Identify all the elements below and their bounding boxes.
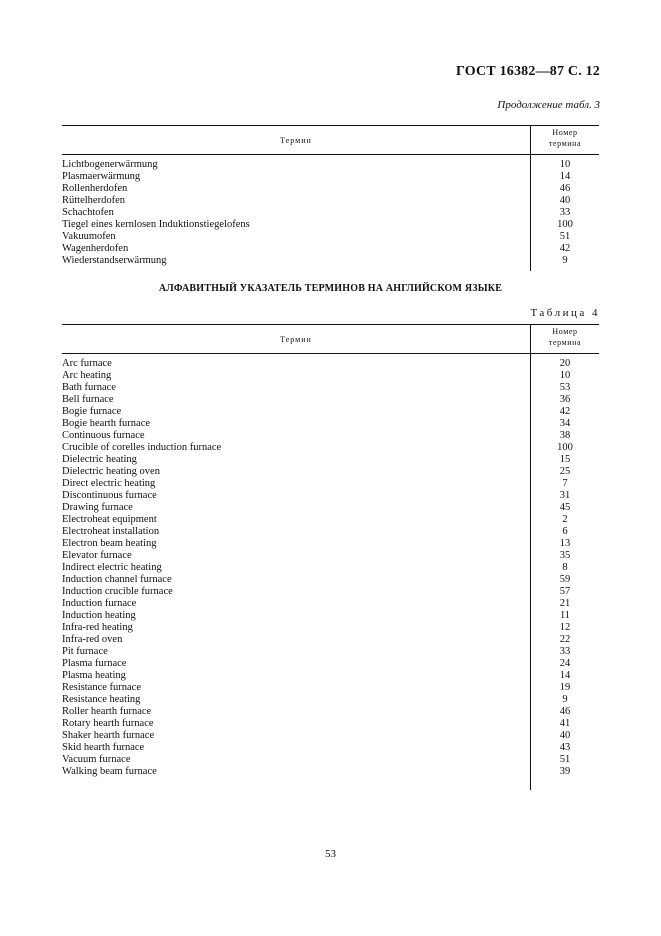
table-4-header bbox=[62, 324, 599, 354]
table-row bbox=[62, 382, 599, 394]
term-number-cell: 45 bbox=[559, 502, 571, 513]
term-number-cell: 31 bbox=[559, 490, 571, 501]
table-row bbox=[62, 243, 599, 255]
term-cell: Electroheat equipment bbox=[62, 514, 157, 525]
term-cell: Infra-red heating bbox=[62, 622, 133, 633]
term-number-cell: 20 bbox=[559, 358, 571, 369]
column-header-term: Термин bbox=[280, 334, 312, 344]
page-header: ГОСТ 16382—87 С. 12 bbox=[456, 64, 600, 79]
term-number-cell: 22 bbox=[559, 634, 571, 645]
term-number-cell: 10 bbox=[559, 370, 571, 381]
term-cell: Pit furnace bbox=[62, 646, 108, 657]
table-row bbox=[62, 490, 599, 502]
table-row bbox=[62, 682, 599, 694]
term-cell: Lichtbogenerwärmung bbox=[62, 159, 158, 170]
term-number-cell: 10 bbox=[559, 159, 571, 170]
table-row bbox=[62, 706, 599, 718]
term-cell: Rüttelherdofen bbox=[62, 195, 125, 206]
term-cell: Skid hearth furnace bbox=[62, 742, 145, 753]
term-number-cell: 19 bbox=[559, 682, 571, 693]
table-row bbox=[62, 574, 599, 586]
term-number-cell: 38 bbox=[559, 430, 571, 441]
table-row bbox=[62, 514, 599, 526]
page-number: 53 bbox=[325, 848, 336, 860]
table-row bbox=[62, 231, 599, 243]
term-cell: Infra-red oven bbox=[62, 634, 123, 645]
term-number-cell: 14 bbox=[559, 171, 571, 182]
term-number-cell: 6 bbox=[562, 526, 568, 537]
term-cell: Resistance heating bbox=[62, 694, 141, 705]
term-cell: Plasma furnace bbox=[62, 658, 127, 669]
term-number-cell: 9 bbox=[562, 255, 568, 266]
term-cell: Induction crucible furnace bbox=[62, 586, 173, 597]
table-row bbox=[62, 562, 599, 574]
term-cell: Discontinuous furnace bbox=[62, 490, 157, 501]
term-cell: Shaker hearth furnace bbox=[62, 730, 155, 741]
table-row bbox=[62, 694, 599, 706]
term-number-cell: 35 bbox=[559, 550, 571, 561]
column-divider bbox=[530, 126, 531, 154]
column-divider bbox=[530, 325, 531, 353]
term-number-cell: 13 bbox=[559, 538, 571, 549]
term-number-cell: 34 bbox=[559, 418, 571, 429]
table-row bbox=[62, 526, 599, 538]
table-row bbox=[62, 183, 599, 195]
term-number-cell: 41 bbox=[559, 718, 571, 729]
term-number-cell: 40 bbox=[559, 730, 571, 741]
table-row bbox=[62, 658, 599, 670]
column-header-number-line1: Номер bbox=[552, 327, 578, 336]
table-row bbox=[62, 754, 599, 766]
term-number-cell: 100 bbox=[557, 219, 573, 230]
table-row bbox=[62, 454, 599, 466]
table-row bbox=[62, 610, 599, 622]
term-cell: Wagenherdofen bbox=[62, 243, 129, 254]
term-number-cell: 59 bbox=[559, 574, 571, 585]
term-cell: Schachtofen bbox=[62, 207, 114, 218]
table-row bbox=[62, 742, 599, 754]
column-header-term: Термин bbox=[280, 135, 312, 145]
term-number-cell: 11 bbox=[559, 610, 571, 621]
column-header-number-line1: Номер bbox=[552, 128, 578, 137]
term-number-cell: 15 bbox=[559, 454, 571, 465]
term-cell: Electron beam heating bbox=[62, 538, 157, 549]
term-number-cell: 9 bbox=[562, 694, 568, 705]
term-number-cell: 57 bbox=[559, 586, 571, 597]
term-cell: Drawing furnace bbox=[62, 502, 133, 513]
term-number-cell: 14 bbox=[559, 670, 571, 681]
table-4-label: Таблица 4 bbox=[530, 307, 600, 319]
table-row bbox=[62, 255, 599, 267]
term-cell: Bell furnace bbox=[62, 394, 114, 405]
table-row bbox=[62, 730, 599, 742]
term-number-cell: 7 bbox=[562, 478, 568, 489]
term-number-cell: 43 bbox=[559, 742, 571, 753]
term-number-cell: 39 bbox=[559, 766, 571, 777]
table-row bbox=[62, 550, 599, 562]
table-row bbox=[62, 646, 599, 658]
term-cell: Dielectric heating oven bbox=[62, 466, 160, 477]
term-number-cell: 42 bbox=[559, 406, 571, 417]
table-row bbox=[62, 159, 599, 171]
table-row bbox=[62, 418, 599, 430]
term-number-cell: 51 bbox=[559, 754, 571, 765]
term-number-cell: 53 bbox=[559, 382, 571, 393]
column-header-number bbox=[531, 127, 599, 155]
term-cell: Elevator furnace bbox=[62, 550, 132, 561]
table-4 bbox=[62, 324, 599, 778]
table-4-body bbox=[62, 354, 599, 778]
term-cell: Vacuum furnace bbox=[62, 754, 131, 765]
table-row bbox=[62, 586, 599, 598]
term-cell: Continuous furnace bbox=[62, 430, 145, 441]
term-number-cell: 2 bbox=[562, 514, 568, 525]
table-row bbox=[62, 370, 599, 382]
term-number-cell: 100 bbox=[557, 442, 573, 453]
column-header-number bbox=[531, 326, 599, 354]
term-cell: Plasma heating bbox=[62, 670, 126, 681]
term-cell: Bath furnace bbox=[62, 382, 116, 393]
table-row bbox=[62, 766, 599, 778]
term-number-cell: 33 bbox=[559, 646, 571, 657]
term-cell: Roller hearth furnace bbox=[62, 706, 152, 717]
term-cell: Electroheat installation bbox=[62, 526, 160, 537]
table-row bbox=[62, 219, 599, 231]
section-title: АЛФАВИТНЫЙ УКАЗАТЕЛЬ ТЕРМИНОВ НА АНГЛИЙСКОМ ЯЗЫКЕ bbox=[158, 283, 503, 294]
table-row bbox=[62, 622, 599, 634]
table-row bbox=[62, 466, 599, 478]
term-cell: Indirect electric heating bbox=[62, 562, 162, 573]
table-continuation-note: Продолжение табл. 3 bbox=[497, 99, 600, 111]
term-number-cell: 51 bbox=[559, 231, 571, 242]
term-cell: Rollenherdofen bbox=[62, 183, 128, 194]
term-number-cell: 24 bbox=[559, 658, 571, 669]
table-row bbox=[62, 358, 599, 370]
table-row bbox=[62, 430, 599, 442]
column-header-number-line2: термина bbox=[548, 338, 582, 347]
term-cell: Tiegel eines kernlosen Induktionstiegelofens bbox=[62, 219, 250, 230]
term-cell: Wiederstandserwärmung bbox=[62, 255, 167, 266]
table-row bbox=[62, 207, 599, 219]
term-number-cell: 33 bbox=[559, 207, 571, 218]
table-row bbox=[62, 406, 599, 418]
term-number-cell: 12 bbox=[559, 622, 571, 633]
table-row bbox=[62, 718, 599, 730]
table-row bbox=[62, 598, 599, 610]
term-cell: Walking beam furnace bbox=[62, 766, 157, 777]
term-cell: Bogie furnace bbox=[62, 406, 122, 417]
table-3 bbox=[62, 125, 599, 267]
term-number-cell: 36 bbox=[559, 394, 571, 405]
term-cell: Induction furnace bbox=[62, 598, 137, 609]
table-row bbox=[62, 502, 599, 514]
table-row bbox=[62, 394, 599, 406]
table-row bbox=[62, 195, 599, 207]
term-number-cell: 42 bbox=[559, 243, 571, 254]
term-number-cell: 25 bbox=[559, 466, 571, 477]
term-cell: Direct electric heating bbox=[62, 478, 156, 489]
column-header-number-line2: термина bbox=[548, 139, 582, 148]
term-cell: Crucible of corelles induction furnace bbox=[62, 442, 222, 453]
table-row bbox=[62, 634, 599, 646]
term-number-cell: 8 bbox=[562, 562, 568, 573]
table-row bbox=[62, 670, 599, 682]
term-cell: Arc furnace bbox=[62, 358, 112, 369]
term-number-cell: 46 bbox=[559, 706, 571, 717]
term-number-cell: 21 bbox=[559, 598, 571, 609]
table-3-header bbox=[62, 125, 599, 155]
term-cell: Rotary hearth furnace bbox=[62, 718, 154, 729]
term-cell: Dielectric heating bbox=[62, 454, 137, 465]
term-cell: Induction heating bbox=[62, 610, 136, 621]
term-cell: Vakuumofen bbox=[62, 231, 116, 242]
term-number-cell: 40 bbox=[559, 195, 571, 206]
term-cell: Induction channel furnace bbox=[62, 574, 172, 585]
table-3-body bbox=[62, 155, 599, 267]
term-cell: Bogie hearth furnace bbox=[62, 418, 151, 429]
term-cell: Arc heating bbox=[62, 370, 112, 381]
table-row bbox=[62, 171, 599, 183]
table-row bbox=[62, 478, 599, 490]
term-cell: Plasmaerwärmung bbox=[62, 171, 141, 182]
term-cell: Resistance furnace bbox=[62, 682, 142, 693]
term-number-cell: 46 bbox=[559, 183, 571, 194]
table-row bbox=[62, 442, 599, 454]
table-row bbox=[62, 538, 599, 550]
